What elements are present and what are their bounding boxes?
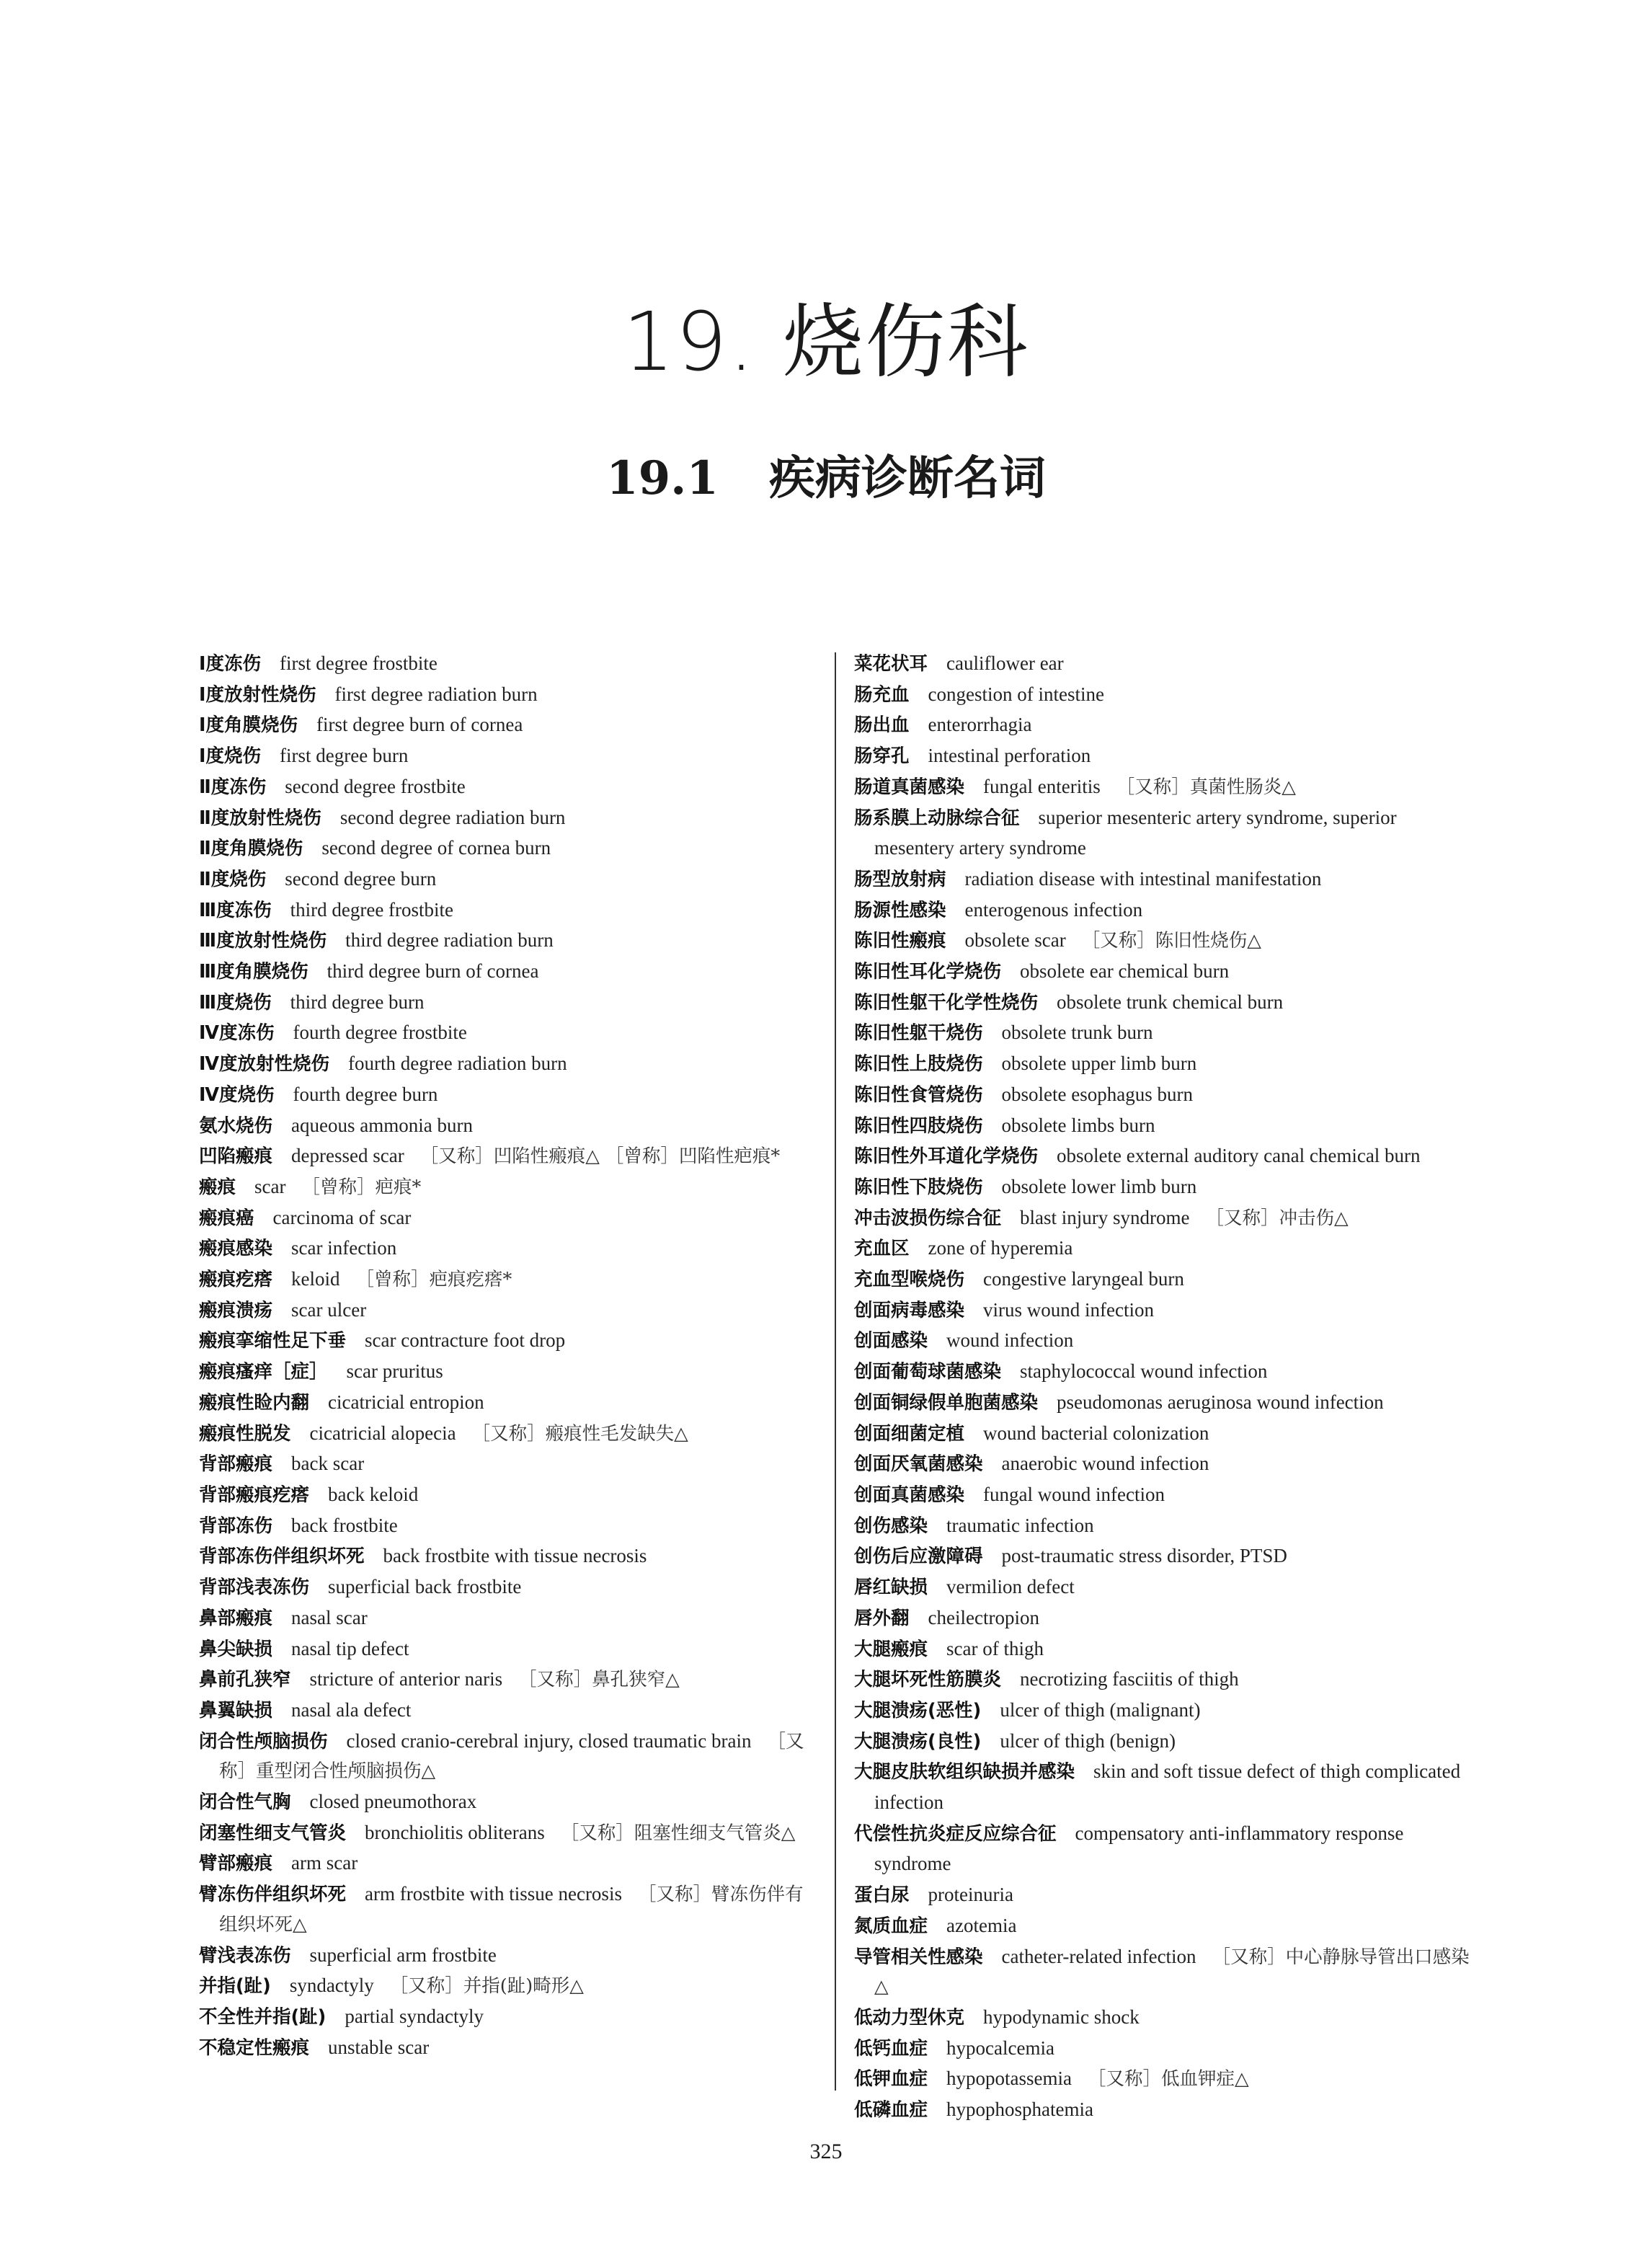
term-english: superior mesenteric artery syndrome, superior mesentery artery syndrome <box>874 806 1397 859</box>
term-entry <box>854 680 1474 711</box>
term-chinese: 瘢痕挛缩性足下垂 <box>199 1330 347 1352</box>
term-entry <box>199 864 819 895</box>
term-entry <box>854 1634 1474 1665</box>
term-english: necrotizing fasciitis of thigh <box>1020 1668 1239 1690</box>
term-entry <box>199 1049 819 1080</box>
term-chinese: 大腿溃疡(良性) <box>854 1730 982 1752</box>
term-english: nasal tip defect <box>291 1637 409 1659</box>
term-entry <box>854 741 1474 772</box>
term-chinese: 并指(趾) <box>199 1975 271 1998</box>
term-chinese: 创面真菌感染 <box>854 1484 965 1506</box>
term-english: obsolete upper limb burn <box>1001 1052 1197 1075</box>
term-english: keloid <box>291 1268 340 1290</box>
term-entry <box>854 2095 1474 2126</box>
term-english: enterorrhagia <box>928 714 1032 736</box>
term-english: congestion of intestine <box>928 683 1104 705</box>
term-english: scar pruritus <box>346 1360 443 1383</box>
term-chinese: 陈旧性外耳道化学烧伤 <box>854 1145 1039 1168</box>
term-entry <box>199 1818 819 1849</box>
section-number: 19.1 <box>606 451 719 505</box>
term-chinese: 肠穿孔 <box>854 745 910 768</box>
term-english: ulcer of thigh (malignant) <box>1000 1698 1201 1721</box>
term-english: virus wound infection <box>983 1298 1154 1321</box>
term-english: scar infection <box>291 1237 397 1259</box>
term-english: obsolete scar <box>964 929 1066 952</box>
term-english: cauliflower ear <box>946 652 1064 674</box>
term-entry <box>199 1080 819 1111</box>
term-entry <box>854 2003 1474 2034</box>
term-chinese: 凹陷瘢痕 <box>199 1145 273 1168</box>
term-english: cicatricial alopecia <box>309 1422 456 1444</box>
term-english: zone of hyperemia <box>928 1237 1073 1259</box>
term-english: nasal scar <box>291 1606 368 1628</box>
term-english: arm scar <box>291 1852 358 1874</box>
term-alias: ［又称］重型闭合性颅脑损伤△ <box>219 1730 804 1783</box>
term-alias: ［又称］并指(趾)畸形△ <box>389 1975 584 1998</box>
term-chinese: 代偿性抗炎症反应综合征 <box>854 1822 1057 1845</box>
term-entry <box>854 1911 1474 1942</box>
term-entry <box>199 1233 819 1264</box>
term-alias: ［又称］阻塞性细支气管炎△ <box>560 1822 796 1844</box>
term-english: obsolete external auditory canal chemical burn <box>1057 1145 1421 1167</box>
term-chinese: 创面葡萄球菌感染 <box>854 1361 1002 1383</box>
term-english: first degree burn <box>280 745 409 767</box>
term-english: superficial back frostbite <box>328 1576 522 1598</box>
term-chinese: 瘢痕溃疡 <box>199 1299 273 1321</box>
term-entry <box>199 1572 819 1603</box>
section-title <box>0 441 1652 507</box>
term-alias: ［又称］凹陷性瘢痕△ ［曾称］凹陷性疤痕* <box>419 1145 781 1168</box>
term-chinese: Ⅰ度烧伤 <box>199 745 261 768</box>
term-entry <box>199 1419 819 1450</box>
term-entry <box>199 1511 819 1542</box>
term-chinese: 创伤感染 <box>854 1515 928 1537</box>
term-entry <box>199 2002 819 2033</box>
term-english: first degree frostbite <box>280 652 438 674</box>
term-english: fourth degree radiation burn <box>348 1052 567 1075</box>
term-entry <box>854 895 1474 926</box>
term-chinese: Ⅳ度冻伤 <box>199 1022 275 1045</box>
term-chinese: 低磷血症 <box>854 2099 928 2122</box>
term-entry <box>199 1018 819 1049</box>
term-chinese: 蛋白尿 <box>854 1884 910 1907</box>
term-alias: ［又称］臂冻伤伴有组织坏死△ <box>219 1884 804 1936</box>
term-entry <box>199 1971 819 2002</box>
term-english: congestive laryngeal burn <box>983 1268 1184 1290</box>
term-english: scar of thigh <box>946 1637 1044 1659</box>
term-chinese: 背部瘢痕疙瘩 <box>199 1484 310 1506</box>
term-entry <box>199 1941 819 1972</box>
term-english: blast injury syndrome <box>1020 1206 1190 1228</box>
term-english: skin and soft tissue defect of thigh complicated infection <box>874 1760 1461 1814</box>
term-chinese: 陈旧性下肢烧伤 <box>854 1176 983 1198</box>
term-entry <box>199 803 819 834</box>
term-entry <box>854 1018 1474 1049</box>
term-entry <box>199 1172 819 1203</box>
term-entry <box>854 1419 1474 1450</box>
term-english: cicatricial entropion <box>328 1391 484 1413</box>
term-chinese: 肠型放射病 <box>854 868 946 890</box>
term-english: staphylococcal wound infection <box>1020 1360 1268 1383</box>
term-entry <box>199 1480 819 1511</box>
term-entry <box>854 864 1474 895</box>
term-entry <box>854 1665 1474 1696</box>
term-chinese: 瘢痕癌 <box>199 1207 254 1229</box>
term-english: nasal ala defect <box>291 1698 412 1721</box>
term-chinese: Ⅰ度冻伤 <box>199 653 261 675</box>
term-entry <box>199 741 819 772</box>
term-chinese: 闭塞性细支气管炎 <box>199 1822 347 1844</box>
term-entry <box>854 710 1474 741</box>
term-entry <box>854 772 1474 803</box>
term-entry <box>199 1603 819 1634</box>
term-entry <box>854 803 1474 864</box>
term-chinese: Ⅲ度烧伤 <box>199 991 272 1014</box>
term-entry <box>199 680 819 711</box>
term-chinese: Ⅰ度放射性烧伤 <box>199 683 316 706</box>
left-column <box>199 649 819 2063</box>
term-chinese: 瘢痕瘙痒［症］ <box>199 1361 328 1383</box>
term-entry <box>854 1727 1474 1758</box>
term-alias: ［又称］陈旧性烧伤△ <box>1081 930 1261 952</box>
term-entry <box>199 988 819 1019</box>
term-entry <box>854 1233 1474 1264</box>
term-english: fungal enteritis <box>983 775 1101 797</box>
term-chinese: 陈旧性四肢烧伤 <box>854 1114 983 1137</box>
term-entry <box>854 1203 1474 1234</box>
page-number: 325 <box>809 2140 843 2163</box>
term-chinese: 创面细菌定植 <box>854 1422 965 1445</box>
term-chinese: 创面感染 <box>854 1330 928 1352</box>
term-chinese: 陈旧性躯干烧伤 <box>854 1022 983 1045</box>
term-alias: ［又称］冲击伤△ <box>1205 1207 1349 1229</box>
term-english: obsolete lower limb burn <box>1001 1175 1197 1197</box>
term-english: wound bacterial colonization <box>983 1422 1209 1444</box>
term-english: cheilectropion <box>928 1606 1039 1628</box>
term-entry <box>854 1880 1474 1911</box>
term-english: second degree burn <box>285 867 437 890</box>
term-english: proteinuria <box>928 1884 1013 1906</box>
term-english: second degree of cornea burn <box>321 837 551 859</box>
term-entry <box>854 1449 1474 1480</box>
term-chinese: 背部浅表冻伤 <box>199 1577 310 1599</box>
term-chinese: 臂部瘢痕 <box>199 1853 273 1875</box>
term-chinese: Ⅰ度角膜烧伤 <box>199 714 298 737</box>
term-entry <box>854 1757 1474 1818</box>
term-entry <box>854 649 1474 680</box>
term-chinese: 创面厌氧菌感染 <box>854 1453 983 1476</box>
term-english: second degree frostbite <box>285 775 466 797</box>
term-chinese: 鼻尖缺损 <box>199 1638 273 1660</box>
term-english: stricture of anterior naris <box>309 1668 503 1690</box>
term-english: third degree radiation burn <box>345 929 554 952</box>
term-entry <box>199 1879 819 1940</box>
term-chinese: 鼻部瘢痕 <box>199 1607 273 1629</box>
term-entry <box>854 988 1474 1019</box>
term-entry <box>854 1572 1474 1603</box>
term-english: closed cranio-cerebral injury, closed traumatic brain <box>346 1729 752 1752</box>
term-english: hypophosphatemia <box>946 2098 1093 2121</box>
term-chinese: 陈旧性耳化学烧伤 <box>854 961 1002 983</box>
term-english: azotemia <box>946 1914 1017 1936</box>
term-english: traumatic infection <box>946 1514 1094 1536</box>
term-chinese: 氮质血症 <box>854 1915 928 1937</box>
term-entry <box>854 1603 1474 1634</box>
term-english: hypodynamic shock <box>983 2005 1140 2028</box>
term-english: third degree burn <box>290 990 425 1013</box>
term-entry <box>854 2034 1474 2065</box>
term-entry <box>854 1295 1474 1326</box>
term-entry <box>199 957 819 988</box>
term-chinese: Ⅱ度冻伤 <box>199 776 267 798</box>
term-english: obsolete ear chemical burn <box>1020 960 1230 983</box>
term-english: first degree burn of cornea <box>316 714 523 736</box>
term-english: pseudomonas aeruginosa wound infection <box>1057 1391 1384 1413</box>
term-entry <box>199 1264 819 1295</box>
term-chinese: Ⅱ度角膜烧伤 <box>199 838 303 860</box>
term-english: enterogenous infection <box>964 898 1143 921</box>
term-chinese: 创面病毒感染 <box>854 1299 965 1321</box>
term-chinese: 瘢痕感染 <box>199 1238 273 1260</box>
term-english: back frostbite with tissue necrosis <box>383 1545 647 1567</box>
term-alias: ［又称］低血钾症△ <box>1088 2068 1249 2091</box>
term-chinese: 瘢痕 <box>199 1176 236 1198</box>
term-english: obsolete trunk chemical burn <box>1057 990 1284 1013</box>
term-entry <box>854 1819 1474 1880</box>
term-chinese: 充血型喉烧伤 <box>854 1269 965 1291</box>
term-alias: ［曾称］疤痕疙瘩* <box>355 1269 512 1291</box>
term-chinese: 肠充血 <box>854 683 910 706</box>
term-alias: ［又称］真菌性肠炎△ <box>1116 776 1296 798</box>
term-entry <box>199 1541 819 1572</box>
term-english: vermilion defect <box>946 1576 1075 1598</box>
term-english: fourth degree burn <box>293 1083 438 1105</box>
term-entry <box>854 1541 1474 1572</box>
term-entry <box>199 1848 819 1879</box>
term-chinese: 大腿溃疡(恶性) <box>854 1699 982 1721</box>
term-entry <box>199 710 819 741</box>
term-chinese: Ⅲ度冻伤 <box>199 899 272 921</box>
term-chinese: 鼻翼缺损 <box>199 1699 273 1721</box>
term-chinese: 陈旧性上肢烧伤 <box>854 1053 983 1076</box>
term-chinese: 大腿瘢痕 <box>854 1638 928 1660</box>
term-chinese: 闭合性颅脑损伤 <box>199 1730 328 1752</box>
term-entry <box>199 926 819 957</box>
term-english: second degree radiation burn <box>339 806 566 828</box>
term-chinese: 大腿坏死性筋膜炎 <box>854 1669 1002 1691</box>
term-english: syndactyly <box>289 1974 374 1997</box>
term-english: third degree frostbite <box>290 898 454 921</box>
term-chinese: 瘢痕性睑内翻 <box>199 1391 310 1414</box>
term-chinese: 陈旧性食管烧伤 <box>854 1083 983 1106</box>
term-entry <box>199 1787 819 1818</box>
term-chinese: Ⅳ度放射性烧伤 <box>199 1053 330 1076</box>
term-entry <box>854 1357 1474 1388</box>
term-english: obsolete limbs burn <box>1001 1114 1155 1136</box>
term-english: obsolete esophagus burn <box>1001 1083 1193 1105</box>
term-entry <box>854 926 1474 957</box>
term-alias: ［又称］鼻孔狭窄△ <box>518 1669 680 1691</box>
term-alias: ［又称］中心静脉导管出口感染△ <box>874 1946 1470 1998</box>
term-entry <box>854 1141 1474 1172</box>
term-english: back keloid <box>328 1483 419 1505</box>
column-divider <box>835 652 836 2091</box>
term-chinese: 创面铜绿假单胞菌感染 <box>854 1391 1039 1414</box>
term-chinese: 冲击波损伤综合征 <box>854 1207 1002 1229</box>
term-entry <box>854 1388 1474 1419</box>
term-chinese: 肠道真菌感染 <box>854 776 965 798</box>
term-chinese: 创伤后应激障碍 <box>854 1546 983 1568</box>
term-entry <box>199 1449 819 1480</box>
term-entry <box>199 2033 819 2064</box>
term-entry <box>199 1357 819 1388</box>
term-entry <box>854 1480 1474 1511</box>
term-alias: ［又称］瘢痕性毛发缺失△ <box>471 1422 688 1445</box>
term-chinese: 陈旧性瘢痕 <box>854 930 946 952</box>
term-english: closed pneumothorax <box>309 1791 477 1813</box>
term-chinese: 不全性并指(趾) <box>199 2005 327 2028</box>
term-entry <box>854 1049 1474 1080</box>
term-chinese: 氨水烧伤 <box>199 1114 273 1137</box>
term-english: bronchiolitis obliterans <box>365 1821 545 1843</box>
term-entry <box>854 1326 1474 1357</box>
term-chinese: 不稳定性瘢痕 <box>199 2036 310 2059</box>
term-chinese: 瘢痕性脱发 <box>199 1422 291 1445</box>
term-entry <box>199 833 819 864</box>
term-english: third degree burn of cornea <box>327 960 539 983</box>
term-entry <box>199 1203 819 1234</box>
term-english: scar ulcer <box>291 1298 367 1321</box>
term-english: catheter-related infection <box>1001 1945 1196 1967</box>
section-heading-text: 疾病诊断名词 <box>768 451 1046 505</box>
term-entry <box>854 957 1474 988</box>
term-english: depressed scar <box>291 1145 404 1167</box>
term-chinese: Ⅲ度角膜烧伤 <box>199 961 308 983</box>
term-entry <box>854 1111 1474 1142</box>
term-chinese: 背部冻伤伴组织坏死 <box>199 1546 365 1568</box>
term-english: scar contracture foot drop <box>365 1329 566 1352</box>
term-entry <box>199 649 819 680</box>
term-entry <box>199 1141 819 1172</box>
term-chinese: 低钙血症 <box>854 2037 928 2060</box>
term-chinese: 鼻前孔狭窄 <box>199 1669 291 1691</box>
term-chinese: Ⅲ度放射性烧伤 <box>199 930 327 952</box>
term-chinese: 肠源性感染 <box>854 899 946 921</box>
term-english: arm frostbite with tissue necrosis <box>365 1883 622 1905</box>
term-chinese: Ⅱ度放射性烧伤 <box>199 807 321 829</box>
term-english: scar <box>254 1175 286 1197</box>
term-entry <box>854 1080 1474 1111</box>
term-english: post-traumatic stress disorder, PTSD <box>1001 1545 1287 1567</box>
term-english: partial syndactyly <box>345 2005 484 2027</box>
term-entry <box>199 1388 819 1419</box>
term-chinese: 臂浅表冻伤 <box>199 1944 291 1967</box>
term-chinese: 菜花状耳 <box>854 653 928 675</box>
term-english: fungal wound infection <box>983 1483 1165 1505</box>
term-english: carcinoma of scar <box>272 1206 412 1228</box>
term-english: unstable scar <box>328 2036 430 2058</box>
term-english: wound infection <box>946 1329 1074 1352</box>
term-english: aqueous ammonia burn <box>291 1114 473 1136</box>
term-english: back scar <box>291 1453 365 1475</box>
chapter-title: 19. 烧伤科 <box>623 296 1029 389</box>
term-entry <box>854 1942 1474 2003</box>
term-chinese: 肠出血 <box>854 714 910 737</box>
term-chinese: 低钾血症 <box>854 2068 928 2091</box>
term-english: intestinal perforation <box>928 745 1091 767</box>
term-alias: ［曾称］疤痕* <box>301 1176 422 1198</box>
term-chinese: 背部冻伤 <box>199 1515 273 1537</box>
term-chinese: 大腿皮肤软组织缺损并感染 <box>854 1761 1075 1783</box>
term-entry <box>199 895 819 926</box>
term-chinese: Ⅳ度烧伤 <box>199 1083 275 1106</box>
term-english: radiation disease with intestinal manifestation <box>964 867 1322 890</box>
term-english: fourth degree frostbite <box>293 1021 467 1044</box>
term-english: anaerobic wound infection <box>1001 1453 1209 1475</box>
term-entry <box>199 1295 819 1326</box>
term-entry <box>854 1172 1474 1203</box>
term-english: back frostbite <box>291 1514 398 1536</box>
term-chinese: 闭合性气胸 <box>199 1791 291 1814</box>
term-english: ulcer of thigh (benign) <box>1000 1729 1176 1752</box>
term-chinese: 肠系膜上动脉综合征 <box>854 807 1020 829</box>
term-entry <box>854 2064 1474 2095</box>
term-entry <box>199 1634 819 1665</box>
term-chinese: 低动力型休克 <box>854 2006 965 2029</box>
term-english: hypopotassemia <box>946 2067 1072 2090</box>
term-entry <box>199 1727 819 1787</box>
term-entry <box>854 1264 1474 1295</box>
term-entry <box>854 1696 1474 1727</box>
term-english: superficial arm frostbite <box>309 1943 497 1966</box>
term-entry <box>199 772 819 803</box>
term-chinese: Ⅱ度烧伤 <box>199 868 267 890</box>
term-english: obsolete trunk burn <box>1001 1021 1153 1044</box>
term-chinese: 导管相关性感染 <box>854 1946 983 1968</box>
term-entry <box>199 1696 819 1727</box>
term-chinese: 陈旧性躯干化学性烧伤 <box>854 991 1039 1014</box>
term-entry <box>199 1111 819 1142</box>
term-entry <box>199 1326 819 1357</box>
term-english: first degree radiation burn <box>334 683 538 705</box>
term-entry <box>199 1665 819 1696</box>
term-chinese: 充血区 <box>854 1238 910 1260</box>
term-entry <box>854 1511 1474 1542</box>
term-chinese: 唇外翻 <box>854 1607 910 1629</box>
right-column <box>854 649 1474 2126</box>
term-chinese: 瘢痕疙瘩 <box>199 1269 273 1291</box>
term-chinese: 背部瘢痕 <box>199 1453 273 1476</box>
term-chinese: 唇红缺损 <box>854 1577 928 1599</box>
term-english: compensatory anti-inflammatory response syndrome <box>874 1822 1404 1875</box>
term-english: hypocalcemia <box>946 2036 1054 2059</box>
term-chinese: 臂冻伤伴组织坏死 <box>199 1884 347 1906</box>
